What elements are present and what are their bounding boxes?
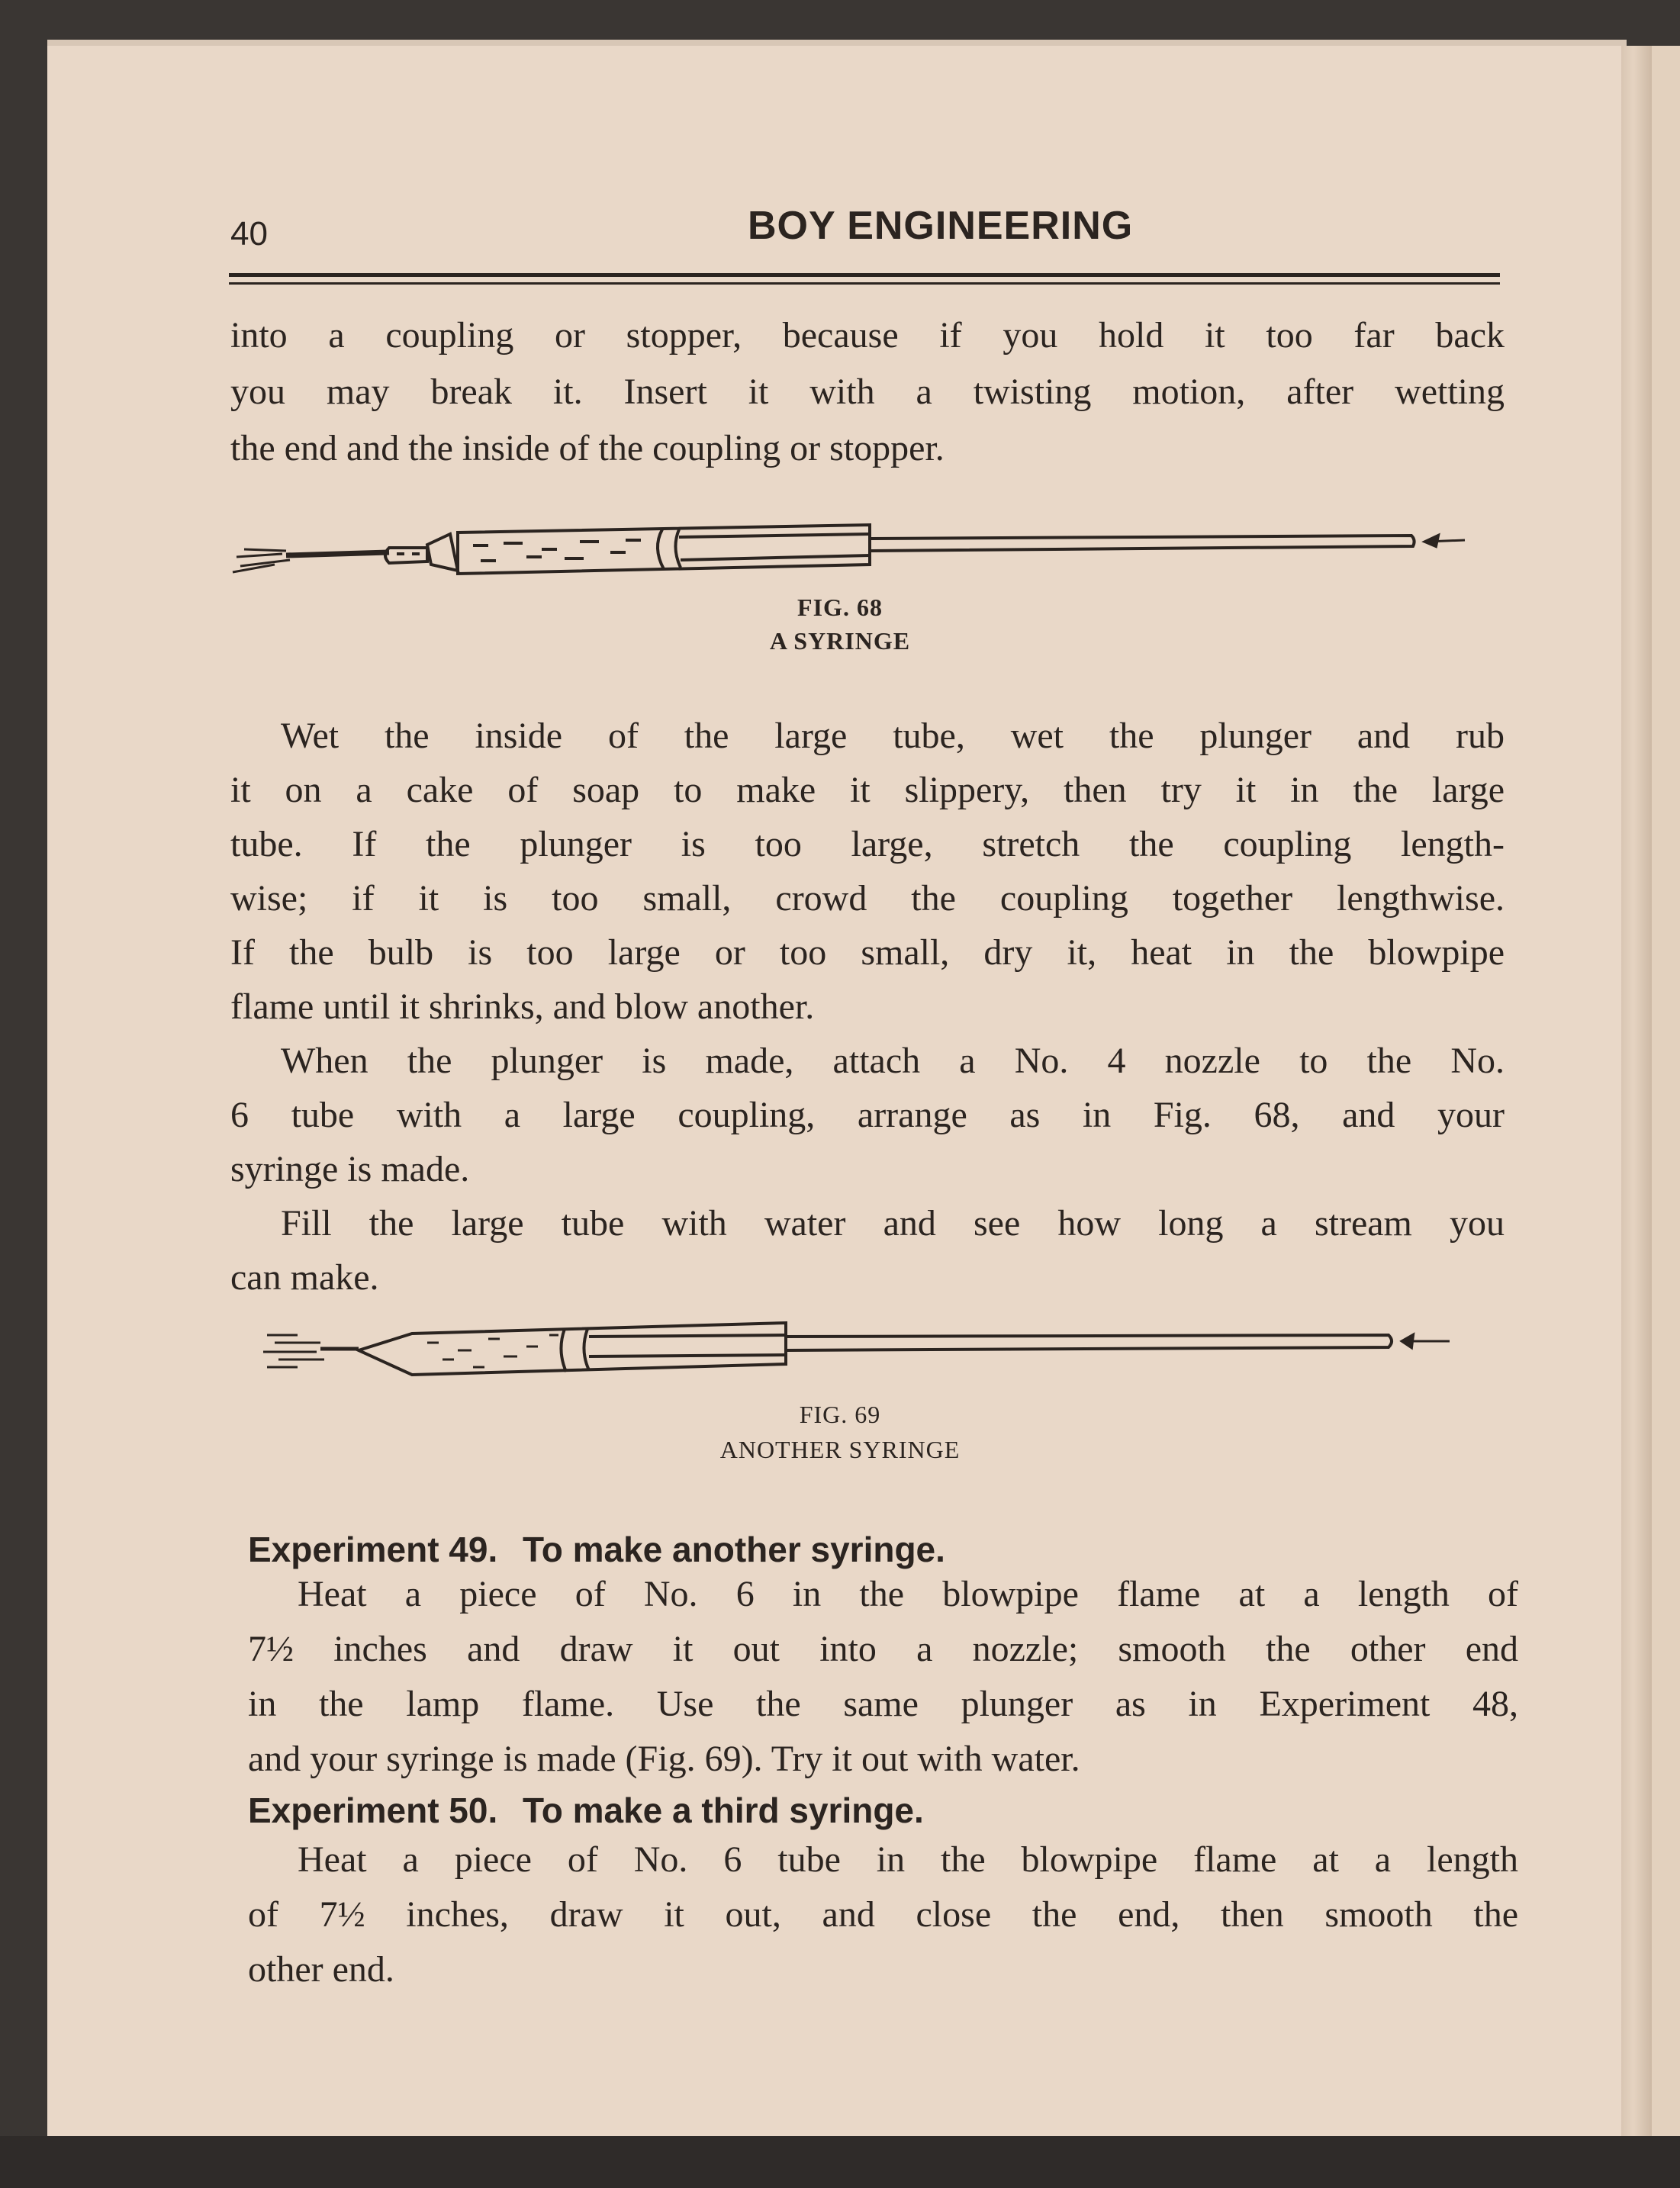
figure-69-number: FIG. 69 xyxy=(799,1401,881,1428)
figure-69-title: ANOTHER SYRINGE xyxy=(719,1436,961,1463)
text-line: 6 tube with a large coupling, arrange as in Fig. 68, and your xyxy=(230,1095,1505,1135)
experiment-50-label: Experiment 50. xyxy=(248,1791,498,1830)
facing-page-edge xyxy=(1652,46,1680,2151)
text-line: If the bulb is too large or too small, dry it, heat in the blowpipe xyxy=(230,932,1505,973)
header-rule-thin xyxy=(229,282,1500,285)
text-line: 7½ inches and draw it out into a nozzle; smooth the other end xyxy=(248,1629,1518,1669)
header-rule xyxy=(229,273,1500,277)
experiment-49-label: Experiment 49. xyxy=(248,1530,498,1569)
text-line: Wet the inside of the large tube, wet the plunger and rub xyxy=(281,716,1505,756)
text-line: wise; if it is too small, crowd the coupling together lengthwise. xyxy=(230,878,1505,919)
experiment-50-title: To make a third syringe. xyxy=(523,1791,924,1830)
page-number: 40 xyxy=(230,215,268,253)
text-line: the end and the inside of the coupling or stopper. xyxy=(230,428,945,468)
text-line: tube. If the plunger is too large, stretch the coupling length- xyxy=(230,824,1505,864)
text-line: other end. xyxy=(248,1949,394,1990)
text-line: and your syringe is made (Fig. 69). Try it out with water. xyxy=(248,1739,1080,1779)
text-line: it on a cake of soap to make it slippery, then try it in the large xyxy=(230,770,1505,810)
experiment-49-heading xyxy=(248,1529,945,1570)
background xyxy=(0,2136,1680,2188)
book-spine xyxy=(1621,46,1652,2136)
text-line: of 7½ inches, draw it out, and close the end, then smooth the xyxy=(248,1894,1518,1935)
text-line: flame until it shrinks, and blow another. xyxy=(230,986,815,1027)
text-line: When the plunger is made, attach a No. 4 nozzle to the No. xyxy=(281,1041,1505,1081)
text-line: Heat a piece of No. 6 in the blowpipe flame at a length of xyxy=(298,1574,1518,1614)
text-line: Fill the large tube with water and see how long a stream you xyxy=(281,1203,1505,1244)
running-title: BOY ENGINEERING xyxy=(748,204,1134,248)
text-line: Heat a piece of No. 6 tube in the blowpipe flame at a length xyxy=(298,1839,1518,1880)
text-line: in the lamp flame. Use the same plunger as in Experiment 48, xyxy=(248,1684,1518,1724)
figure-68-syringe-illustration xyxy=(229,504,1503,580)
text-line: you may break it. Insert it with a twisting motion, after wetting xyxy=(230,372,1505,412)
experiment-49-title: To make another syringe. xyxy=(523,1530,945,1569)
figure-68-number: FIG. 68 xyxy=(797,594,883,621)
text-line: into a coupling or stopper, because if you hold it too far back xyxy=(230,315,1505,356)
figure-68-title: A SYRINGE xyxy=(769,627,911,655)
figure-69-syringe-illustration xyxy=(259,1312,1511,1381)
experiment-50-heading xyxy=(248,1790,924,1831)
text-line: can make. xyxy=(230,1257,379,1298)
text-line: syringe is made. xyxy=(230,1149,470,1189)
